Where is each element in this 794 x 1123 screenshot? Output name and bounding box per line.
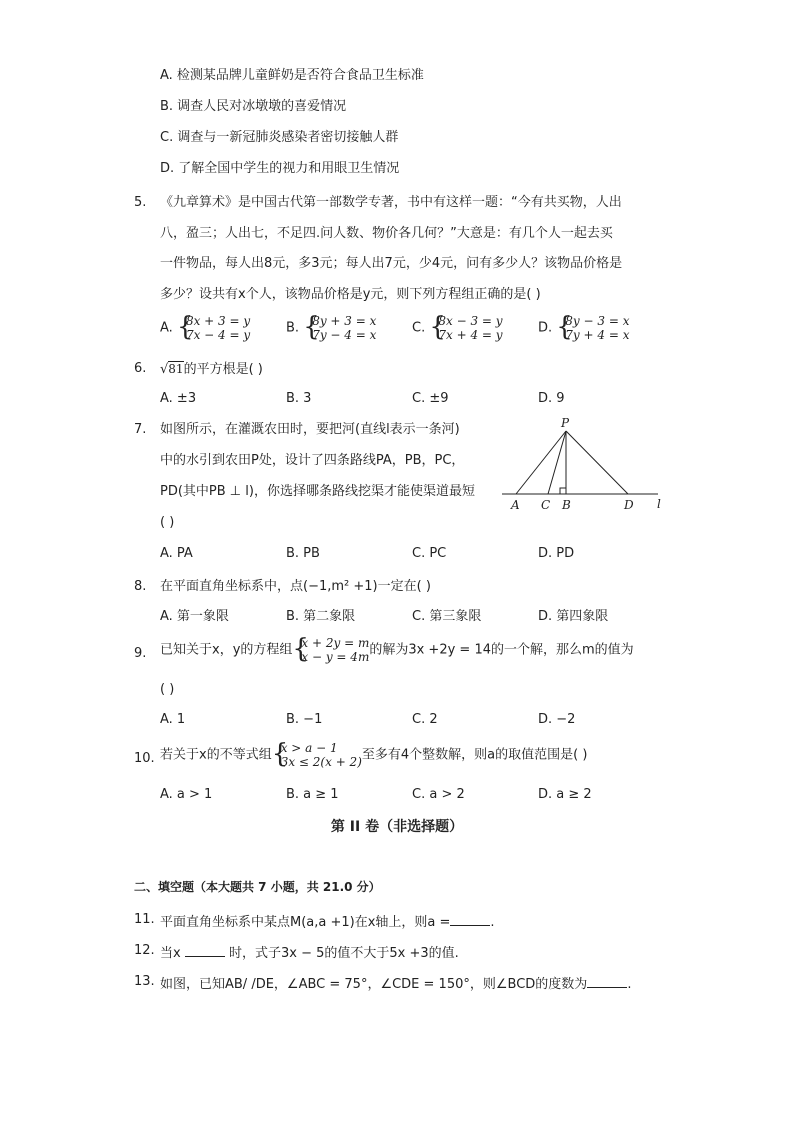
q9-option-a: A. 1 [160, 712, 186, 727]
label-p: P [561, 416, 570, 430]
inequality-row: 3x ≤ 2(x + 2) [280, 755, 362, 769]
q7-option-c: C. PC [412, 546, 447, 561]
segment-pd [566, 431, 628, 494]
equation-row: 8x − 3 = y [438, 314, 503, 328]
equation-system [429, 314, 502, 342]
q10-text [160, 741, 587, 769]
q5-option-c [412, 314, 503, 342]
option-label: C. [412, 320, 426, 336]
brace-icon: { [303, 312, 320, 342]
q12-number: 12. [134, 943, 155, 958]
label-d: D [624, 498, 634, 512]
q4-option-b: B. 调查人民对冰墩墩的喜爱情况 [160, 99, 347, 114]
section-title: 第 II 卷（非选择题） [330, 819, 464, 835]
q7-option-d: D. PD [538, 546, 575, 561]
equation-row: 8y + 3 = x [312, 314, 377, 328]
q7-number: 7. [134, 422, 147, 437]
q8-option-a: A. 第一象限 [160, 609, 229, 624]
q8-number: 8. [134, 579, 147, 594]
equation-row: 8x + 3 = y [185, 314, 251, 328]
option-label: D. [538, 320, 553, 336]
q8-option-d: D. 第四象限 [538, 609, 609, 624]
q9-option-c: C. 2 [412, 712, 438, 727]
q5-option-d [538, 314, 629, 342]
q13-post: . [627, 977, 632, 992]
q5-number: 5. [134, 195, 147, 210]
equation-row: 7x + 4 = y [438, 328, 503, 342]
fill-in-heading: 二、填空题（本大题共 7 小题，共 21.0 分） [134, 880, 381, 894]
equation-system [303, 314, 376, 342]
label-l: l [657, 497, 661, 511]
equation-row: 7y − 4 = x [312, 328, 377, 342]
equation-system [556, 314, 629, 342]
q10-option-d: D. a ≥ 2 [538, 787, 592, 802]
q5-line-1: 《九章算术》是中国古代第一部数学专著，书中有这样一题：“今有共买物，人出 [160, 195, 622, 210]
q7-line-2: 中的水引到农田P处，设计了四条路线PA，PB，PC， [160, 453, 465, 468]
q8-option-b: B. 第二象限 [286, 609, 356, 624]
q10-post: 至多有4个整数解，则a的取值范围是( ) [361, 747, 588, 763]
q13-number: 13. [134, 974, 155, 989]
q10-option-b: B. a ≥ 1 [286, 787, 339, 802]
q5-option-b [286, 314, 376, 342]
radicand: 81 [168, 362, 184, 376]
q10-number: 10. [134, 751, 155, 766]
brace-icon: { [292, 634, 309, 664]
q5-line-4: 多少？设共有x个人，该物品价格是y元，则下列方程组正确的是( ) [160, 287, 541, 302]
q9-post: 的解为3x +2y = 14的一个解，那么m的值为 [369, 642, 634, 658]
q4-option-c: C. 调查与一新冠肺炎感染者密切接触人群 [160, 130, 399, 145]
q6-question: 的平方根是( ) [183, 362, 263, 377]
q7-option-a: A. PA [160, 546, 193, 561]
segment-pc [548, 431, 566, 494]
equation-row: x + 2y = m [301, 636, 370, 650]
sqrt-sign-icon: √ [160, 362, 169, 377]
q7-figure [500, 415, 670, 515]
q5-option-a [160, 314, 250, 342]
q9-pre: 已知关于x，y的方程组 [160, 642, 293, 658]
equation-row: 8y − 3 = x [565, 314, 630, 328]
q10-option-a: A. a > 1 [160, 787, 213, 802]
segment-pa [516, 431, 566, 494]
q12-post: 时，式子3x − 5的值不大于5x +3的值. [228, 946, 459, 961]
answer-blank[interactable] [185, 942, 225, 957]
q6-option-d: D. 9 [538, 391, 565, 406]
q13-pre: 如图，已知AB/ /DE，∠ABC = 75°，∠CDE = 150°，则∠BCD的度数为 [160, 977, 588, 992]
brace-icon: { [271, 739, 289, 769]
equation-row: 7x − 4 = y [185, 328, 251, 342]
q11-post: . [490, 915, 495, 930]
q9-text [160, 636, 634, 664]
q4-option-d: D. 了解全国中学生的视力和用眼卫生情况 [160, 161, 400, 176]
q11-text [160, 911, 495, 932]
q9-number: 9. [134, 646, 147, 661]
brace-icon: { [429, 312, 446, 342]
q9-option-d: D. −2 [538, 712, 576, 727]
option-label: A. [160, 320, 173, 336]
brace-icon: { [176, 312, 194, 342]
q10-pre: 若关于x的不等式组 [160, 747, 272, 763]
q6-option-c: C. ±9 [412, 391, 449, 406]
label-a: A [511, 498, 520, 512]
q9-option-b: B. −1 [286, 712, 323, 727]
q10-option-c: C. a > 2 [412, 787, 465, 802]
inequality-system [272, 741, 362, 769]
q12-pre: 当x [160, 946, 181, 961]
q8-option-c: C. 第三象限 [412, 609, 482, 624]
q13-text [160, 973, 631, 994]
q6-option-a: A. ±3 [160, 391, 197, 406]
inequality-row: x > a − 1 [280, 741, 338, 755]
q6-option-b: B. 3 [286, 391, 312, 406]
option-label: B. [286, 320, 300, 336]
q5-line-3: 一件物品，每人出8元，多3元；每人出7元，少4元，问有多少人？该物品价格是 [160, 256, 623, 271]
q11-number: 11. [134, 912, 155, 927]
q8-text: 在平面直角坐标系中，点(−1,m² +1)一定在( ) [160, 579, 431, 594]
q11-pre: 平面直角坐标系中某点M(a,a +1)在x轴上，则a = [160, 915, 451, 930]
q12-text [160, 942, 459, 963]
equation-system [292, 636, 369, 664]
answer-blank[interactable] [450, 911, 490, 926]
equation-system [177, 314, 250, 342]
label-c: C [541, 498, 551, 512]
q9-line-2: ( ) [160, 682, 175, 697]
equation-row: 7y + 4 = x [565, 328, 630, 342]
equation-row: x − y = 4m [301, 650, 370, 664]
q7-line-1: 如图所示，在灌溉农田时，要把河(直线l表示一条河) [160, 422, 460, 437]
q6-number: 6. [134, 361, 147, 376]
q7-option-b: B. PB [286, 546, 320, 561]
answer-blank[interactable] [587, 973, 627, 988]
q4-option-a: A. 检测某品牌儿童鲜奶是否符合食品卫生标准 [160, 68, 424, 83]
right-angle-mark [560, 488, 566, 494]
brace-icon: { [556, 312, 573, 342]
q7-line-3: PD(其中PB ⊥ l)，你选择哪条路线挖渠才能使渠道最短 [160, 484, 475, 499]
q5-line-2: 八，盈三；人出七，不足四.问人数、物价各几何？”大意是：有几个人一起去买 [160, 226, 613, 241]
q7-line-4: ( ) [160, 515, 175, 530]
label-b: B [562, 498, 571, 512]
q6-text [160, 360, 263, 379]
